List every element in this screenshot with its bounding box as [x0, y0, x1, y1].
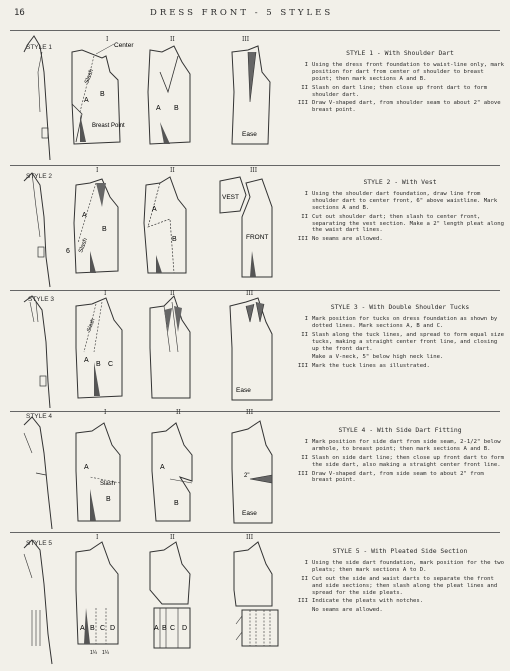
style-5-row	[10, 534, 502, 666]
label-d: D	[110, 625, 116, 632]
style-4-heading: STYLE 4 - With Side Dart Fitting	[338, 426, 462, 434]
label-two-inch: 2"	[244, 473, 250, 479]
label-a: A	[80, 625, 85, 632]
roman-iii: III	[246, 409, 254, 416]
step: II Cut out shoulder dart; then slash to center front, separating the vest section. Make a 2" length pleat along the waist dart lines.	[301, 213, 504, 234]
label-measure: 1¼	[102, 650, 109, 656]
label-d-ii: D	[182, 625, 188, 632]
roman-ii: II	[170, 167, 175, 174]
style-5-text	[294, 548, 506, 616]
roman-i: I	[96, 534, 99, 541]
step: No seams are allowed.	[312, 607, 383, 614]
page-header	[0, 8, 510, 22]
label-b: B	[102, 226, 107, 233]
label-b: B	[106, 496, 111, 503]
label-a-ii: A	[154, 625, 159, 632]
label-slash: Slash	[86, 317, 97, 333]
style-4-text	[294, 427, 506, 486]
step: III Indicate the pleats with notches.	[297, 598, 424, 605]
roman-i: I	[104, 409, 107, 416]
step: III No seams are allowed.	[297, 236, 383, 243]
label-slash: Slash	[78, 237, 90, 254]
style-5-drawings	[10, 534, 290, 666]
label-c: C	[100, 625, 106, 632]
label-b-ii: B	[172, 236, 177, 243]
label-ease: Ease	[236, 387, 251, 394]
label-a: A	[84, 357, 89, 364]
style-5-label: STYLE 5	[26, 540, 53, 547]
step: I Mark position for side dart from side seam, 2-1/2" below armhole, to breast point; then mark sections A and B.	[304, 438, 501, 452]
step: Make a V-neck, 5" below high neck line.	[312, 354, 444, 361]
style-1-row	[10, 32, 502, 164]
label-breast-point: Breast Point	[92, 123, 125, 129]
style-4-row	[10, 409, 504, 531]
roman-ii: II	[170, 36, 175, 43]
style-2-row	[10, 167, 502, 289]
label-six: 6	[66, 248, 70, 255]
top-rule	[10, 30, 500, 31]
label-b-ii: B	[174, 500, 179, 507]
step: II Slash along the tuck lines, and spread to form equal size tucks, making a straight center front line, and closing up the front dart.	[301, 331, 504, 352]
step: III Draw V-shaped dart, from shoulder seam to about 2" above breast point.	[297, 100, 501, 114]
roman-iii: III	[246, 534, 254, 541]
style-4-drawings	[10, 413, 290, 531]
style-1-heading: STYLE 1 - With Shoulder Dart	[346, 49, 454, 57]
step: I Using the shoulder dart foundation, draw line from shoulder dart to center front, 6" above waistline. Mark sections A and B.	[304, 190, 498, 211]
step: III Draw V-shaped dart, from side seam to about 2" from breast point.	[297, 470, 484, 484]
roman-i: I	[106, 36, 109, 43]
label-slash: Slash	[100, 481, 116, 487]
label-front: FRONT	[246, 234, 269, 241]
style-1-text	[294, 50, 506, 116]
divider	[10, 532, 500, 533]
style-2-text	[294, 179, 506, 245]
label-b: B	[100, 91, 105, 98]
label-a-ii: A	[160, 464, 165, 471]
roman-ii: II	[170, 534, 175, 541]
label-a: A	[84, 97, 89, 104]
label-a: A	[82, 212, 87, 219]
label-slash: Slash	[84, 68, 96, 85]
label-ease: Ease	[242, 510, 257, 517]
style-1-drawings	[10, 32, 290, 164]
style-2-heading: STYLE 2 - With Vest	[363, 178, 437, 186]
label-a-ii: A	[156, 105, 161, 112]
style-3-row	[10, 292, 502, 410]
divider	[10, 290, 500, 291]
step: II Slash on dart line; then close up front dart to form shoulder dart.	[301, 84, 488, 98]
step: III Mark the tuck lines as illustrated.	[297, 363, 430, 370]
step: II Cut out the side and waist darts to separate the front and side sections; then slash along the pleat lines and spread for the side pleats.	[301, 575, 498, 596]
style-2-drawings	[10, 167, 290, 289]
style-3-text	[294, 304, 506, 372]
label-vest: VEST	[222, 194, 239, 201]
style-5-heading: STYLE 5 - With Pleated Side Section	[332, 547, 468, 555]
roman-iii: III	[250, 167, 258, 174]
style-1-label: STYLE 1	[26, 44, 53, 51]
roman-ii: II	[170, 290, 175, 297]
label-a-ii: A	[152, 206, 157, 213]
label-b: B	[96, 361, 101, 368]
style-3-heading: STYLE 3 - With Double Shoulder Tucks	[330, 303, 470, 311]
label-c: C	[108, 361, 114, 368]
page-number: 16	[14, 8, 25, 18]
roman-ii: II	[176, 409, 181, 416]
style-3-label: STYLE 3	[28, 296, 55, 303]
label-center: Center	[114, 42, 134, 49]
page-title: DRESS FRONT - 5 STYLES	[150, 8, 334, 18]
step: I Using the side dart foundation, mark position for the two pleats; then mark sections A to D.	[304, 559, 504, 573]
divider	[10, 411, 500, 412]
roman-iii: III	[242, 36, 250, 43]
label-b-ii: B	[162, 625, 167, 632]
roman-iii: III	[246, 290, 254, 297]
label-ease: Ease	[242, 131, 257, 138]
label-measure: 1¼	[90, 650, 97, 656]
label-b-ii: B	[174, 105, 179, 112]
style-2-label: STYLE 2	[26, 173, 53, 180]
divider	[10, 165, 500, 166]
step: I Mark position for tucks on dress foundation as shown by dotted lines. Mark sections A, B and C.	[304, 315, 498, 329]
label-b: B	[90, 625, 95, 632]
label-c-ii: C	[170, 625, 176, 632]
label-a: A	[84, 464, 89, 471]
style-4-label: STYLE 4	[26, 413, 53, 420]
roman-i: I	[104, 290, 107, 297]
style-3-drawings	[10, 292, 290, 410]
step: I Using the dress front foundation to waist-line only, mark position for dart from center of shoulder to breast point; then mark sections A and B.	[304, 61, 504, 82]
step: II Slash on side dart line; then close up front dart to form the side dart, also making a straight center front line.	[301, 454, 504, 468]
roman-i: I	[96, 167, 99, 174]
